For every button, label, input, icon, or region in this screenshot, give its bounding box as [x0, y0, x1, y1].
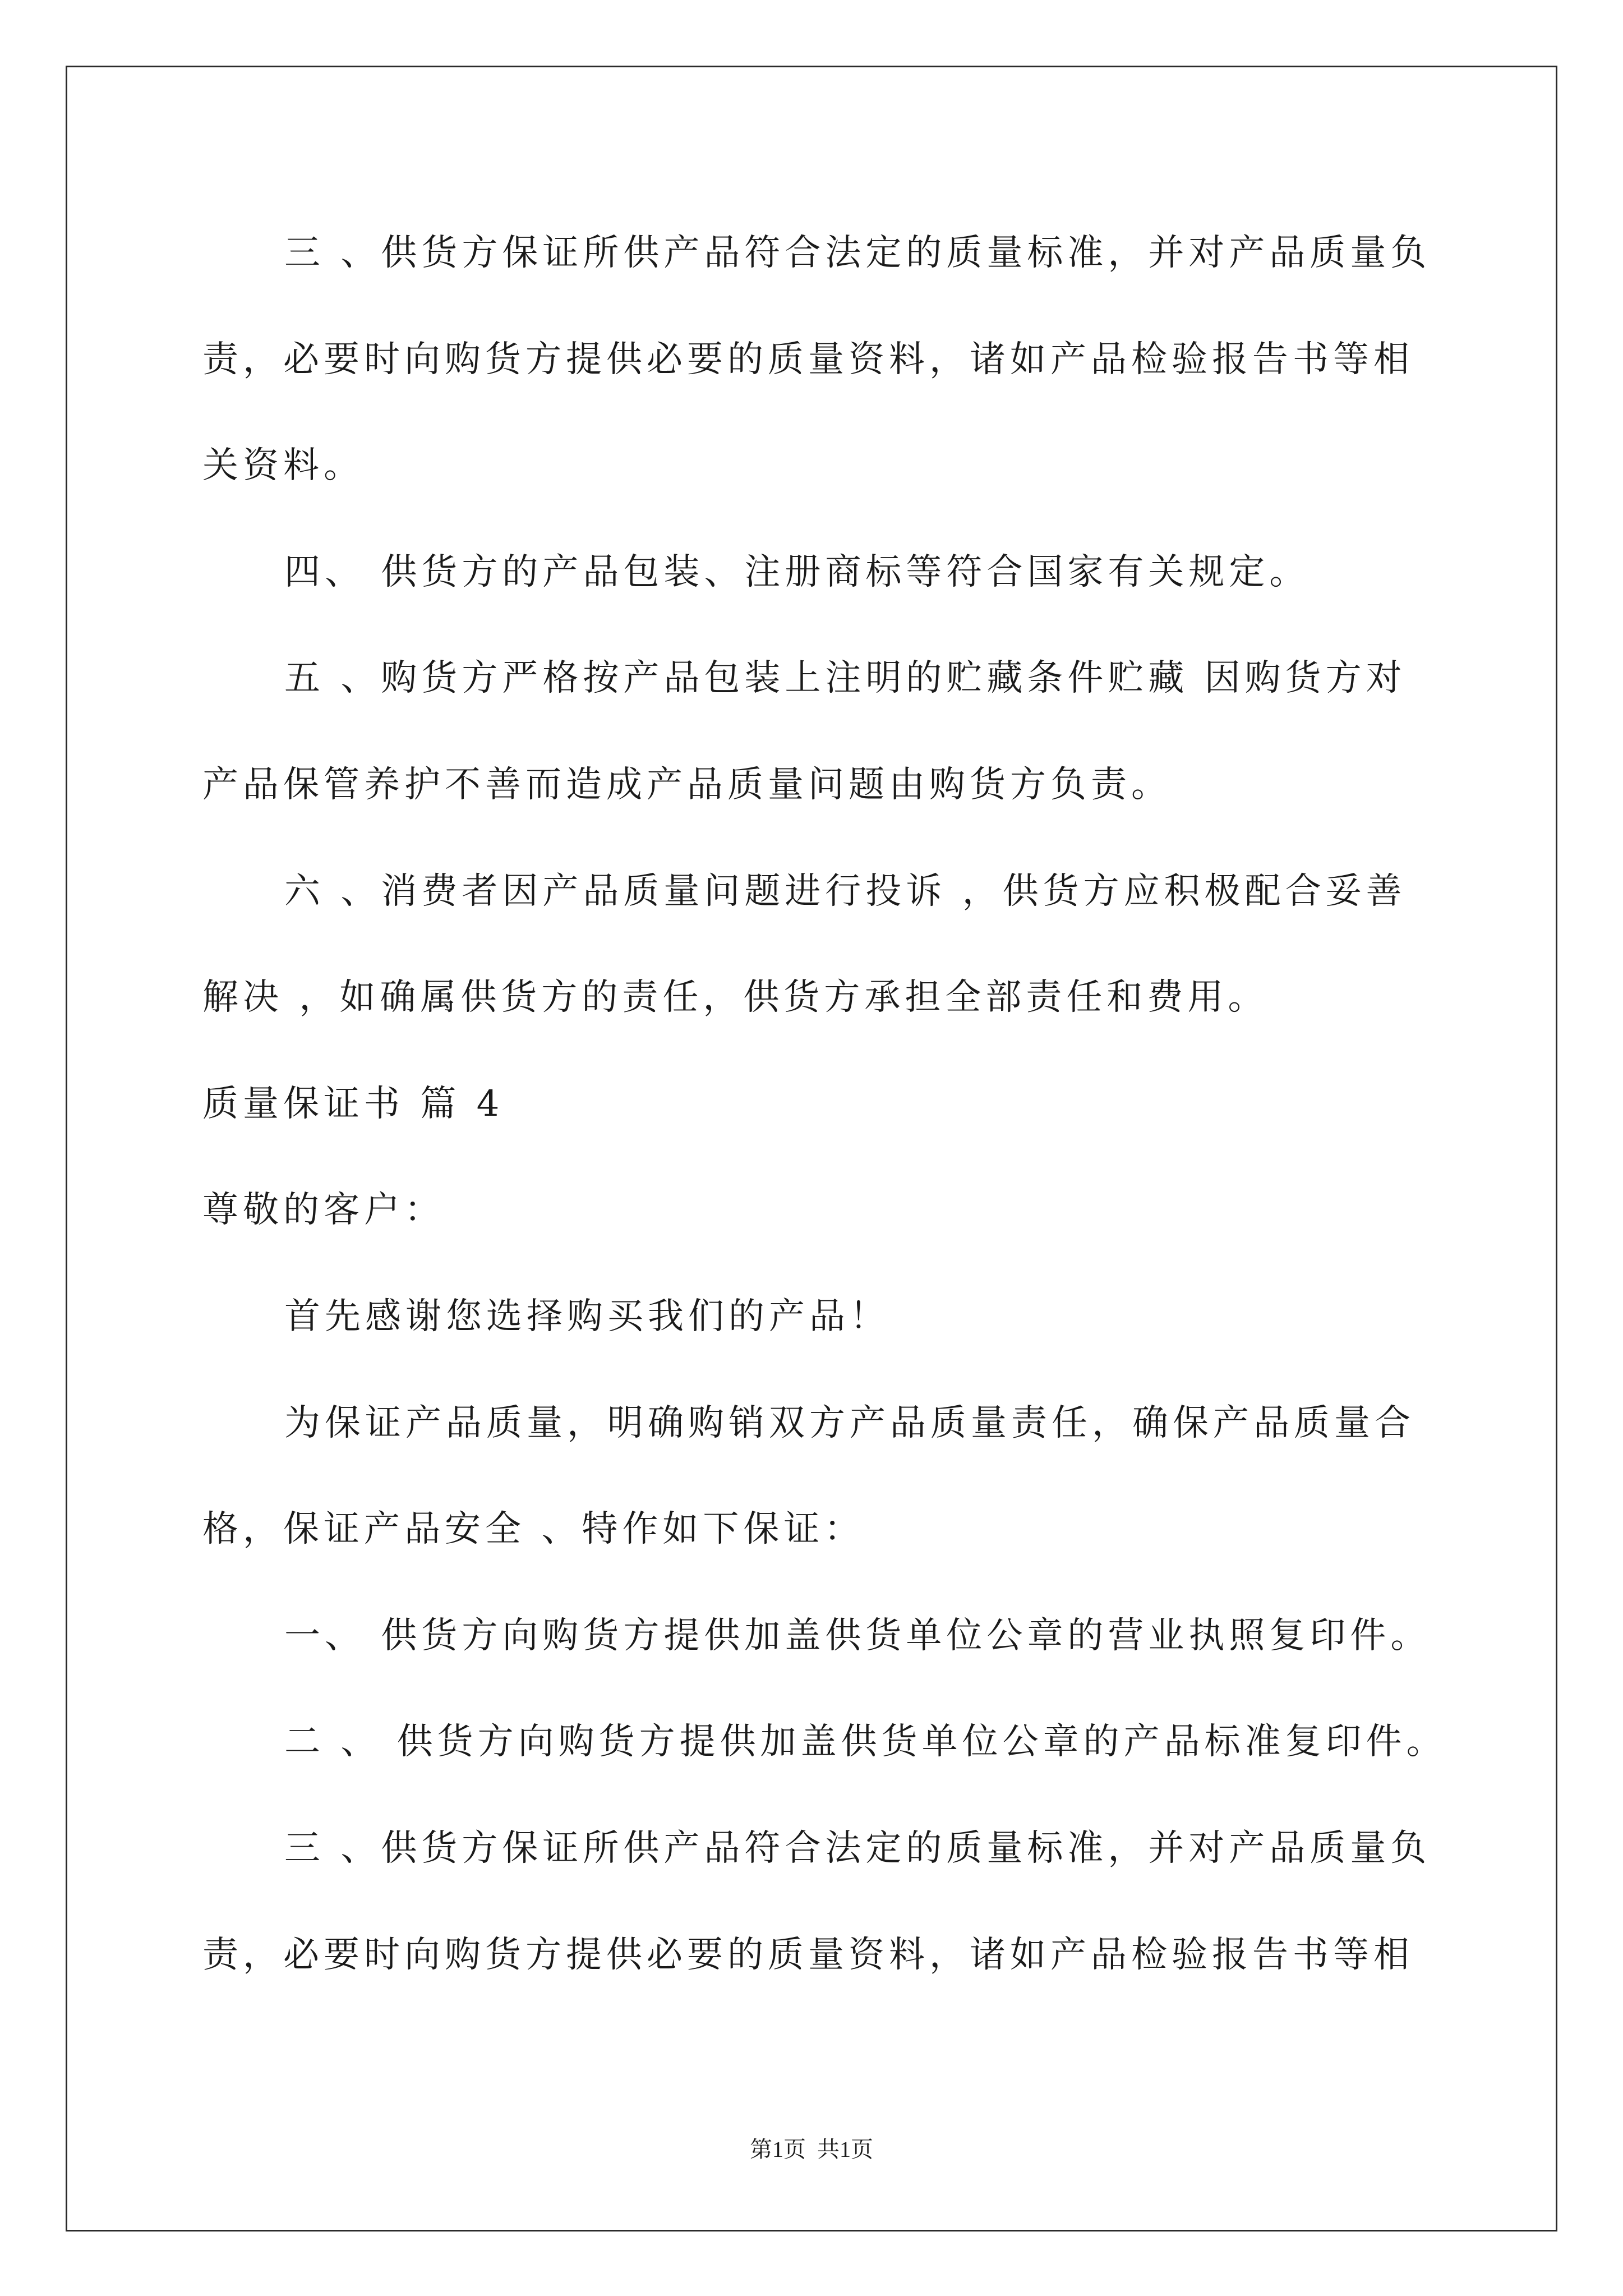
text-line: 六 、消费者因产品质量问题进行投诉 ，供货方应积极配合妥善 — [284, 870, 1407, 912]
text-line: 二 、 供货方向购货方提供加盖供货单位公章的产品标准复印件。 — [284, 1721, 1447, 1763]
document-body — [202, 200, 1492, 2008]
text-line: 责，必要时向购货方提供必要的质量资料，诸如产品检验报告书等相 — [202, 1934, 1414, 1976]
text-line: 四、 供货方的产品包装、注册商标等符合国家有关规定。 — [284, 551, 1310, 593]
text-line: 格，保证产品安全 、特作如下保证： — [202, 1508, 865, 1550]
page-footer: 第1页 共1页 — [750, 2137, 873, 2162]
salutation: 尊敬的客户： — [202, 1189, 445, 1231]
text-line: 关资料。 — [202, 445, 364, 487]
page-frame — [66, 66, 1557, 2231]
section-heading: 质量保证书 篇 4 — [202, 1083, 504, 1125]
text-line: 解决 ，如确属供货方的责任，供货方承担全部责任和费用。 — [202, 977, 1269, 1019]
text-line: 一、 供货方向购货方提供加盖供货单位公章的营业执照复印件。 — [284, 1614, 1431, 1657]
text-line: 三 、供货方保证所供产品符合法定的质量标准，并对产品质量负 — [284, 232, 1431, 274]
text-line: 为保证产品质量，明确购销双方产品质量责任，确保产品质量合 — [284, 1402, 1415, 1444]
text-line: 首先感谢您选择购买我们的产品！ — [284, 1295, 890, 1337]
text-line: 责，必要时向购货方提供必要的质量资料，诸如产品检验报告书等相 — [202, 338, 1414, 380]
text-line: 产品保管养护不善而造成产品质量问题由购货方负责。 — [202, 763, 1172, 806]
text-line: 五 、购货方严格按产品包装上注明的贮藏条件贮藏 因购货方对 — [284, 657, 1407, 700]
text-line: 三 、供货方保证所供产品符合法定的质量标准，并对产品质量负 — [284, 1827, 1431, 1869]
